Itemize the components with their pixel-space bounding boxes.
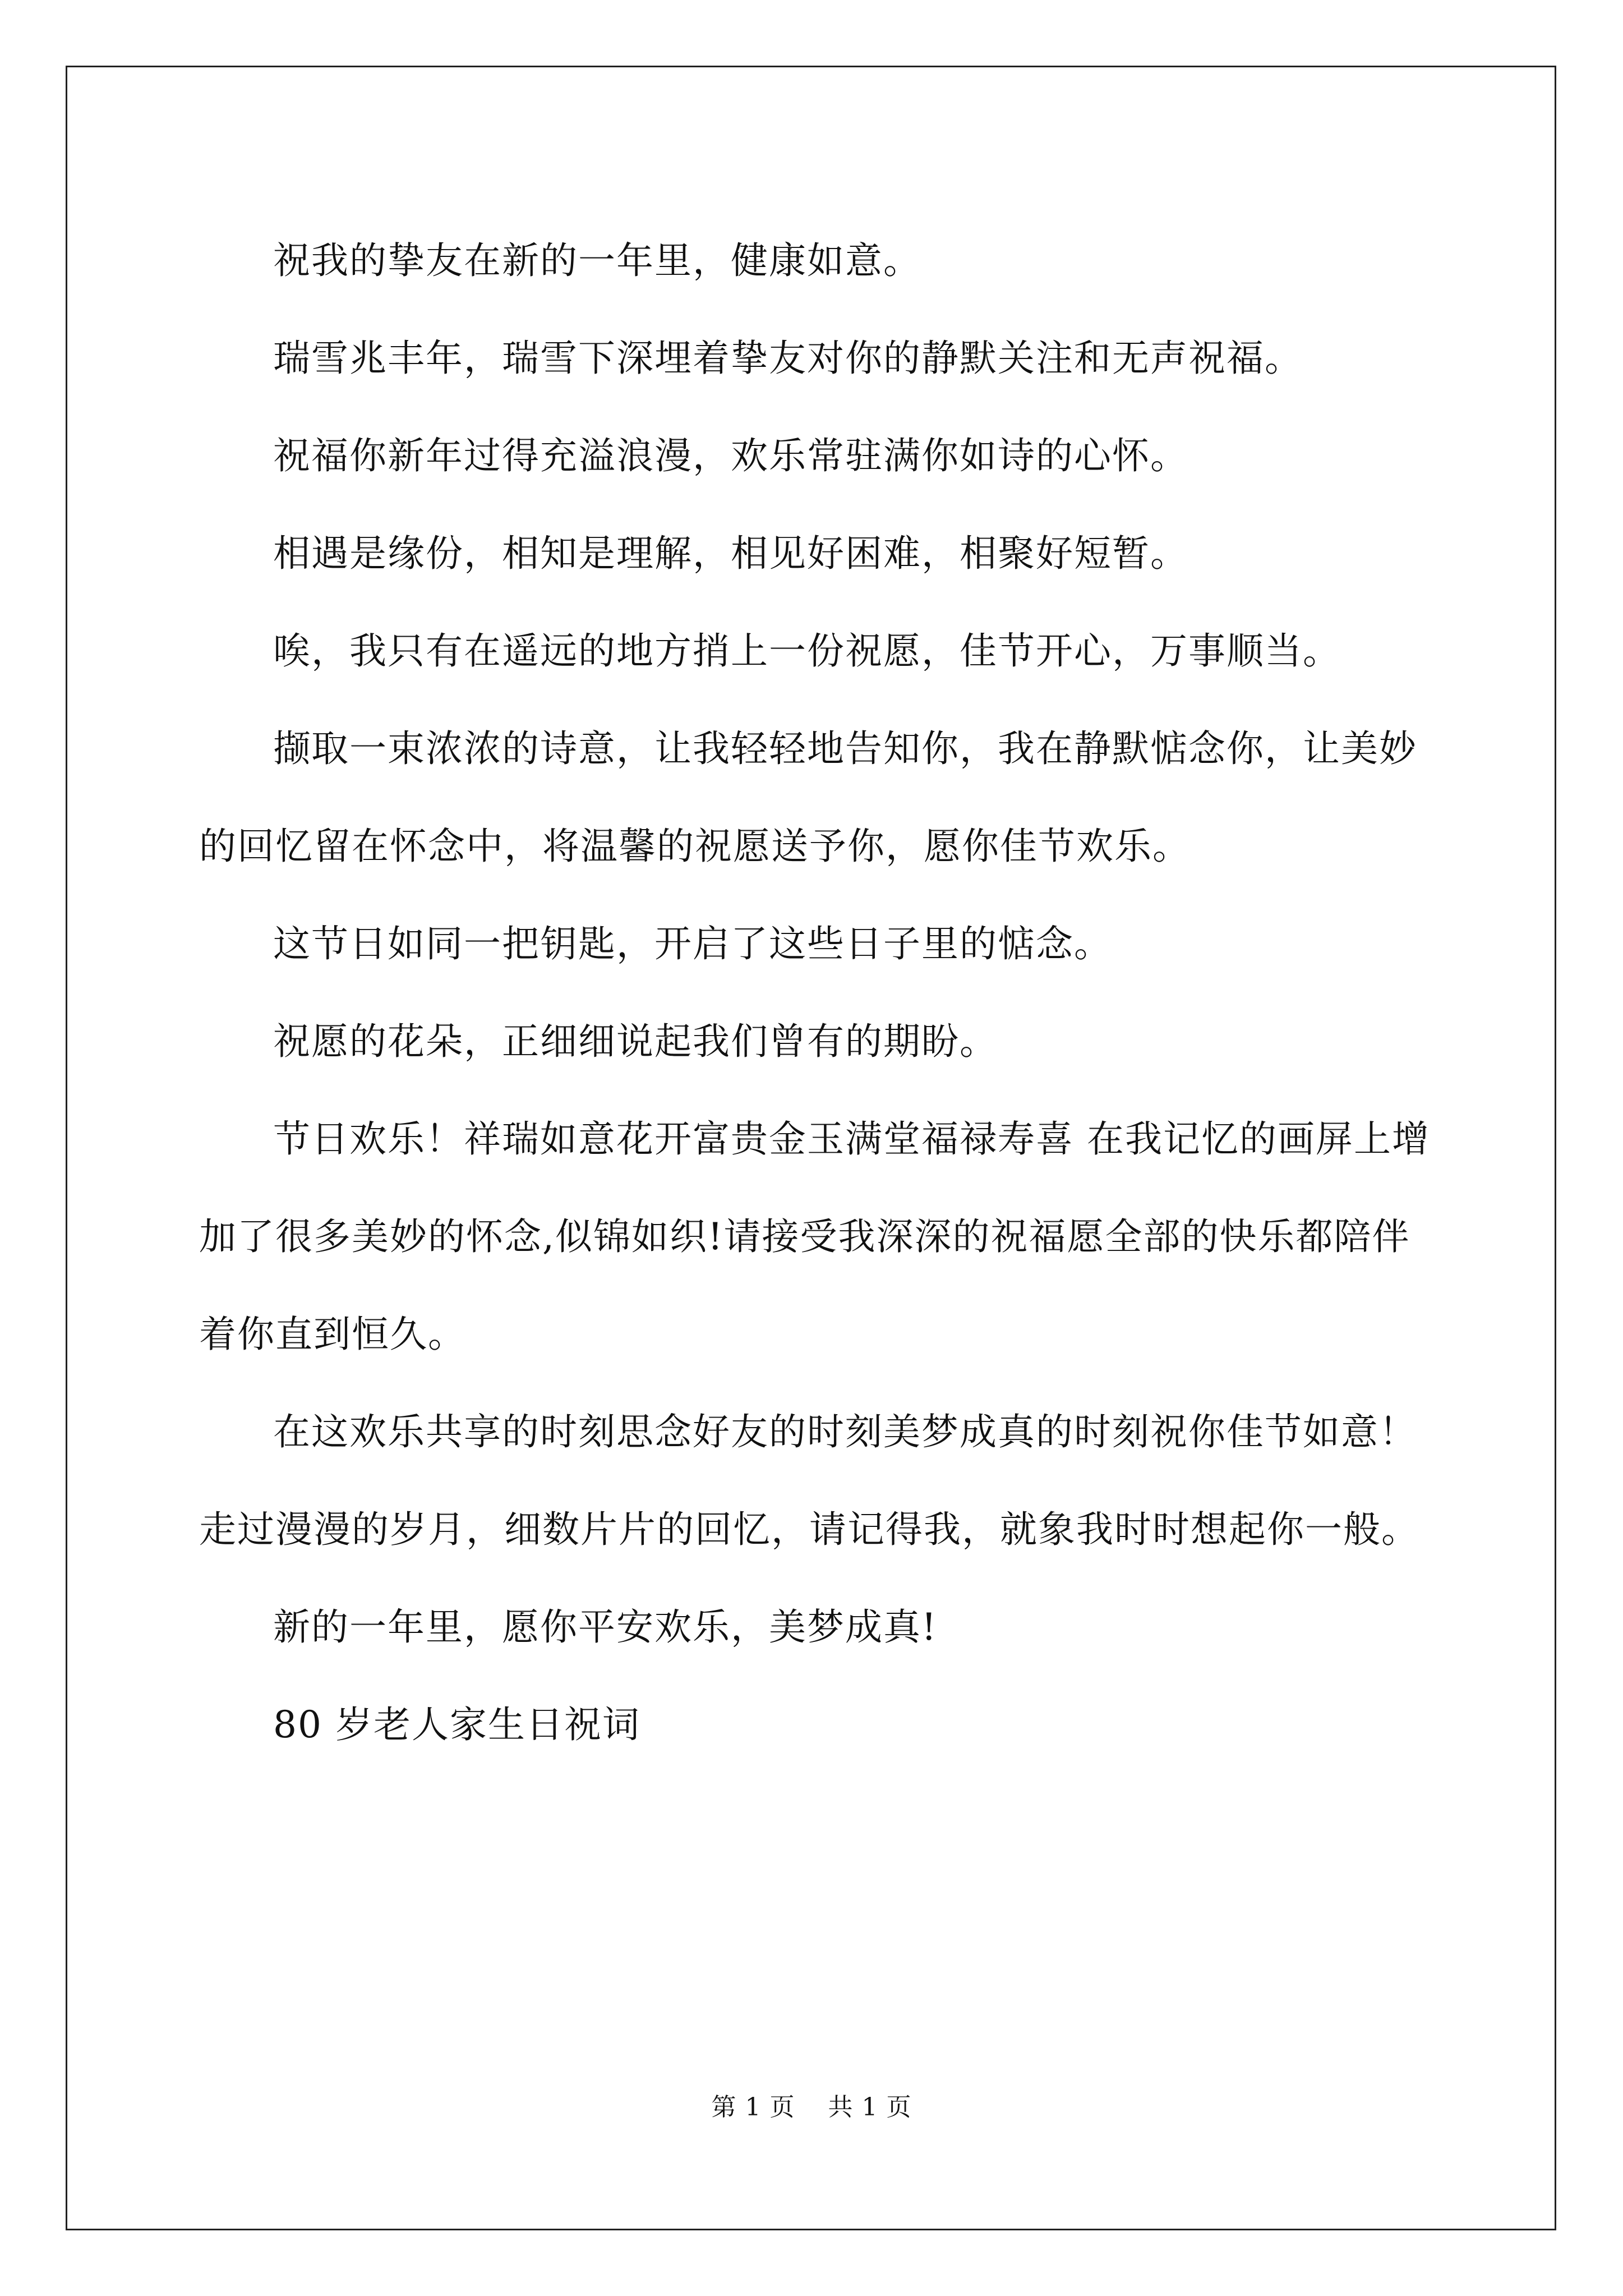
paragraph: 唉，我只有在遥远的地方捎上一份祝愿，佳节开心，万事顺当。 (273, 629, 1341, 673)
paragraph: 这节日如同一把钥匙，开启了这些日子里的惦念。 (273, 922, 1112, 965)
paragraph: 祝福你新年过得充溢浪漫，欢乐常驻满你如诗的心怀。 (273, 434, 1188, 477)
paragraph: 80 岁老人家生日祝词 (273, 1703, 640, 1746)
paragraph: 新的一年里，愿你平安欢乐，美梦成真! (273, 1605, 938, 1649)
page-number-total: 共 1 页 (828, 2093, 912, 2122)
page-number-current: 第 1 页 (711, 2093, 795, 2122)
paragraph: 相遇是缘份，相知是理解，相见好困难，相聚好短暂。 (273, 532, 1188, 575)
paragraph: 节日欢乐！祥瑞如意花开富贵金玉满堂福禄寿喜 在我记忆的画屏上增加了很多美妙的怀念,似锦如织!请接受我深深的祝福愿全部的快乐都陪伴着你直到恒久。 (199, 1117, 1430, 1356)
paragraph: 撷取一束浓浓的诗意，让我轻轻地告知你，我在静默惦念你，让美妙的回忆留在怀念中，将温馨的祝愿送予你，愿你佳节欢乐。 (199, 727, 1417, 868)
document-body (199, 212, 1438, 1774)
page-footer (0, 2087, 1623, 2123)
paragraph: 祝我的挚友在新的一年里，健康如意。 (273, 239, 921, 282)
paragraph: 瑞雪兆丰年，瑞雪下深埋着挚友对你的静默关注和无声祝福。 (273, 337, 1303, 380)
paragraph: 祝愿的花朵，正细细说起我们曾有的期盼。 (273, 1020, 998, 1063)
paragraph: 在这欢乐共享的时刻思念好友的时刻美梦成真的时刻祝你佳节如意！走过漫漫的岁月，细数片片的回忆，请记得我，就象我时时想起你一般。 (199, 1410, 1419, 1551)
